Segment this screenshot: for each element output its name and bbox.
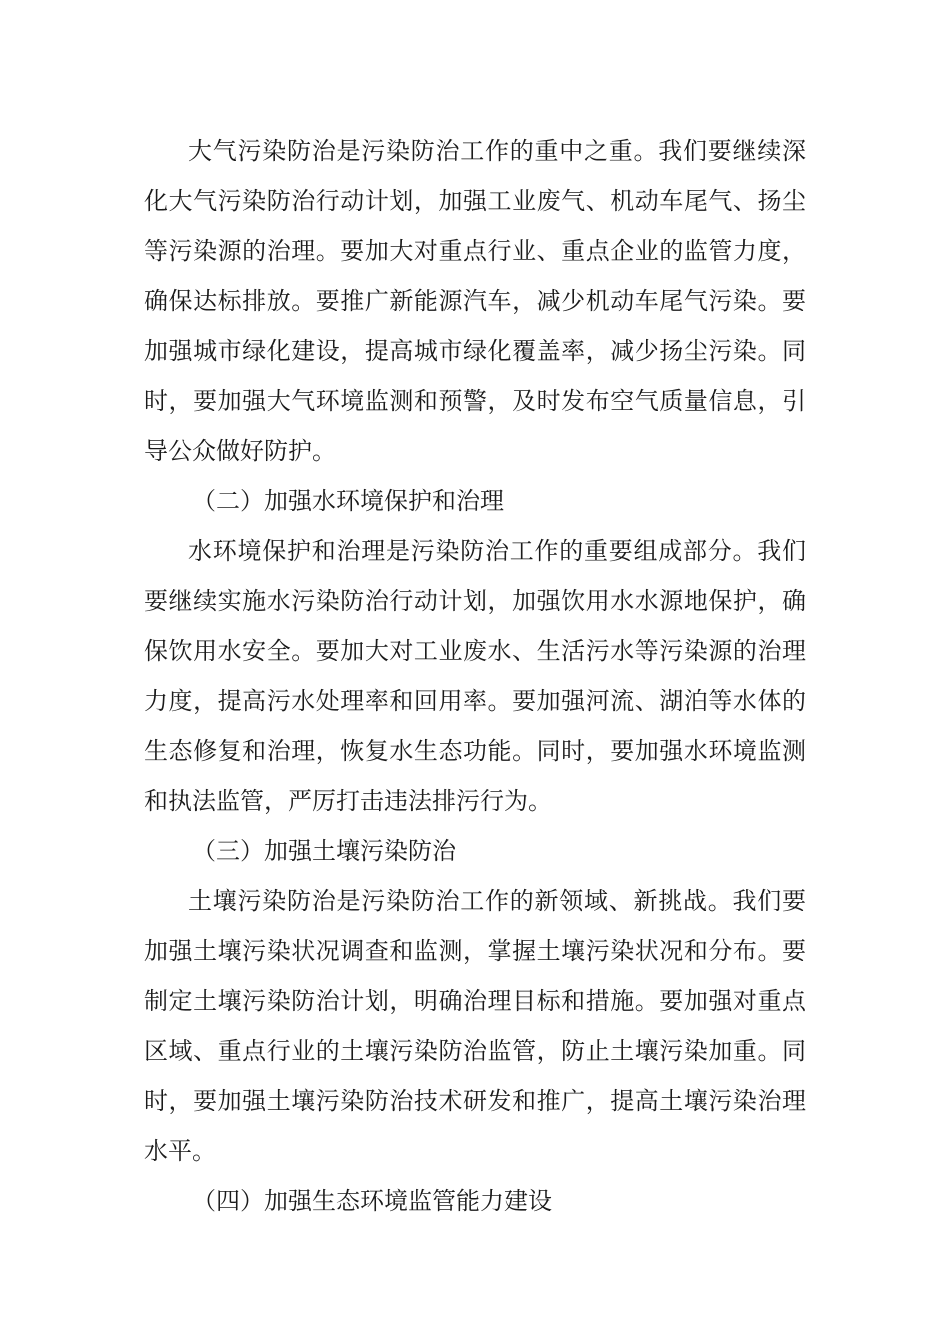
paragraph-soil-pollution: 土壤污染防治是污染防治工作的新领域、新挑战。我们要加强土壤污染状况调查和监测，掌握土壤污染状况和分布。要制定土壤污染防治计划，明确治理目标和措施。要加强对重点区域、重点行业的土壤污染防治监管，防止土壤污染加重。同时，要加强土壤污染防治技术研发和推广，提高土壤污染治理水平。: [144, 887, 806, 1165]
document-body: [144, 126, 806, 1226]
section-heading-water: （二）加强水环境保护和治理: [192, 487, 504, 515]
section-heading-soil: （三）加强土壤污染防治: [192, 837, 456, 865]
paragraph-water-protection: 水环境保护和治理是污染防治工作的重要组成部分。我们要继续实施水污染防治行动计划，加强饮用水水源地保护，确保饮用水安全。要加大对工业废水、生活污水等污染源的治理力度，提高污水处理率和回用率。要加强河流、湖泊等水体的生态修复和治理，恢复水生态功能。同时，要加强水环境监测和执法监管，严厉打击违法排污行为。: [144, 537, 806, 815]
section-heading-supervision: （四）加强生态环境监管能力建设: [192, 1187, 552, 1215]
paragraph-air-pollution: 大气污染防治是污染防治工作的重中之重。我们要继续深化大气污染防治行动计划，加强工业废气、机动车尾气、扬尘等污染源的治理。要加大对重点行业、重点企业的监管力度，确保达标排放。要推广新能源汽车，减少机动车尾气污染。要加强城市绿化建设，提高城市绿化覆盖率，减少扬尘污染。同时，要加强大气环境监测和预警，及时发布空气质量信息，引导公众做好防护。: [144, 137, 806, 465]
